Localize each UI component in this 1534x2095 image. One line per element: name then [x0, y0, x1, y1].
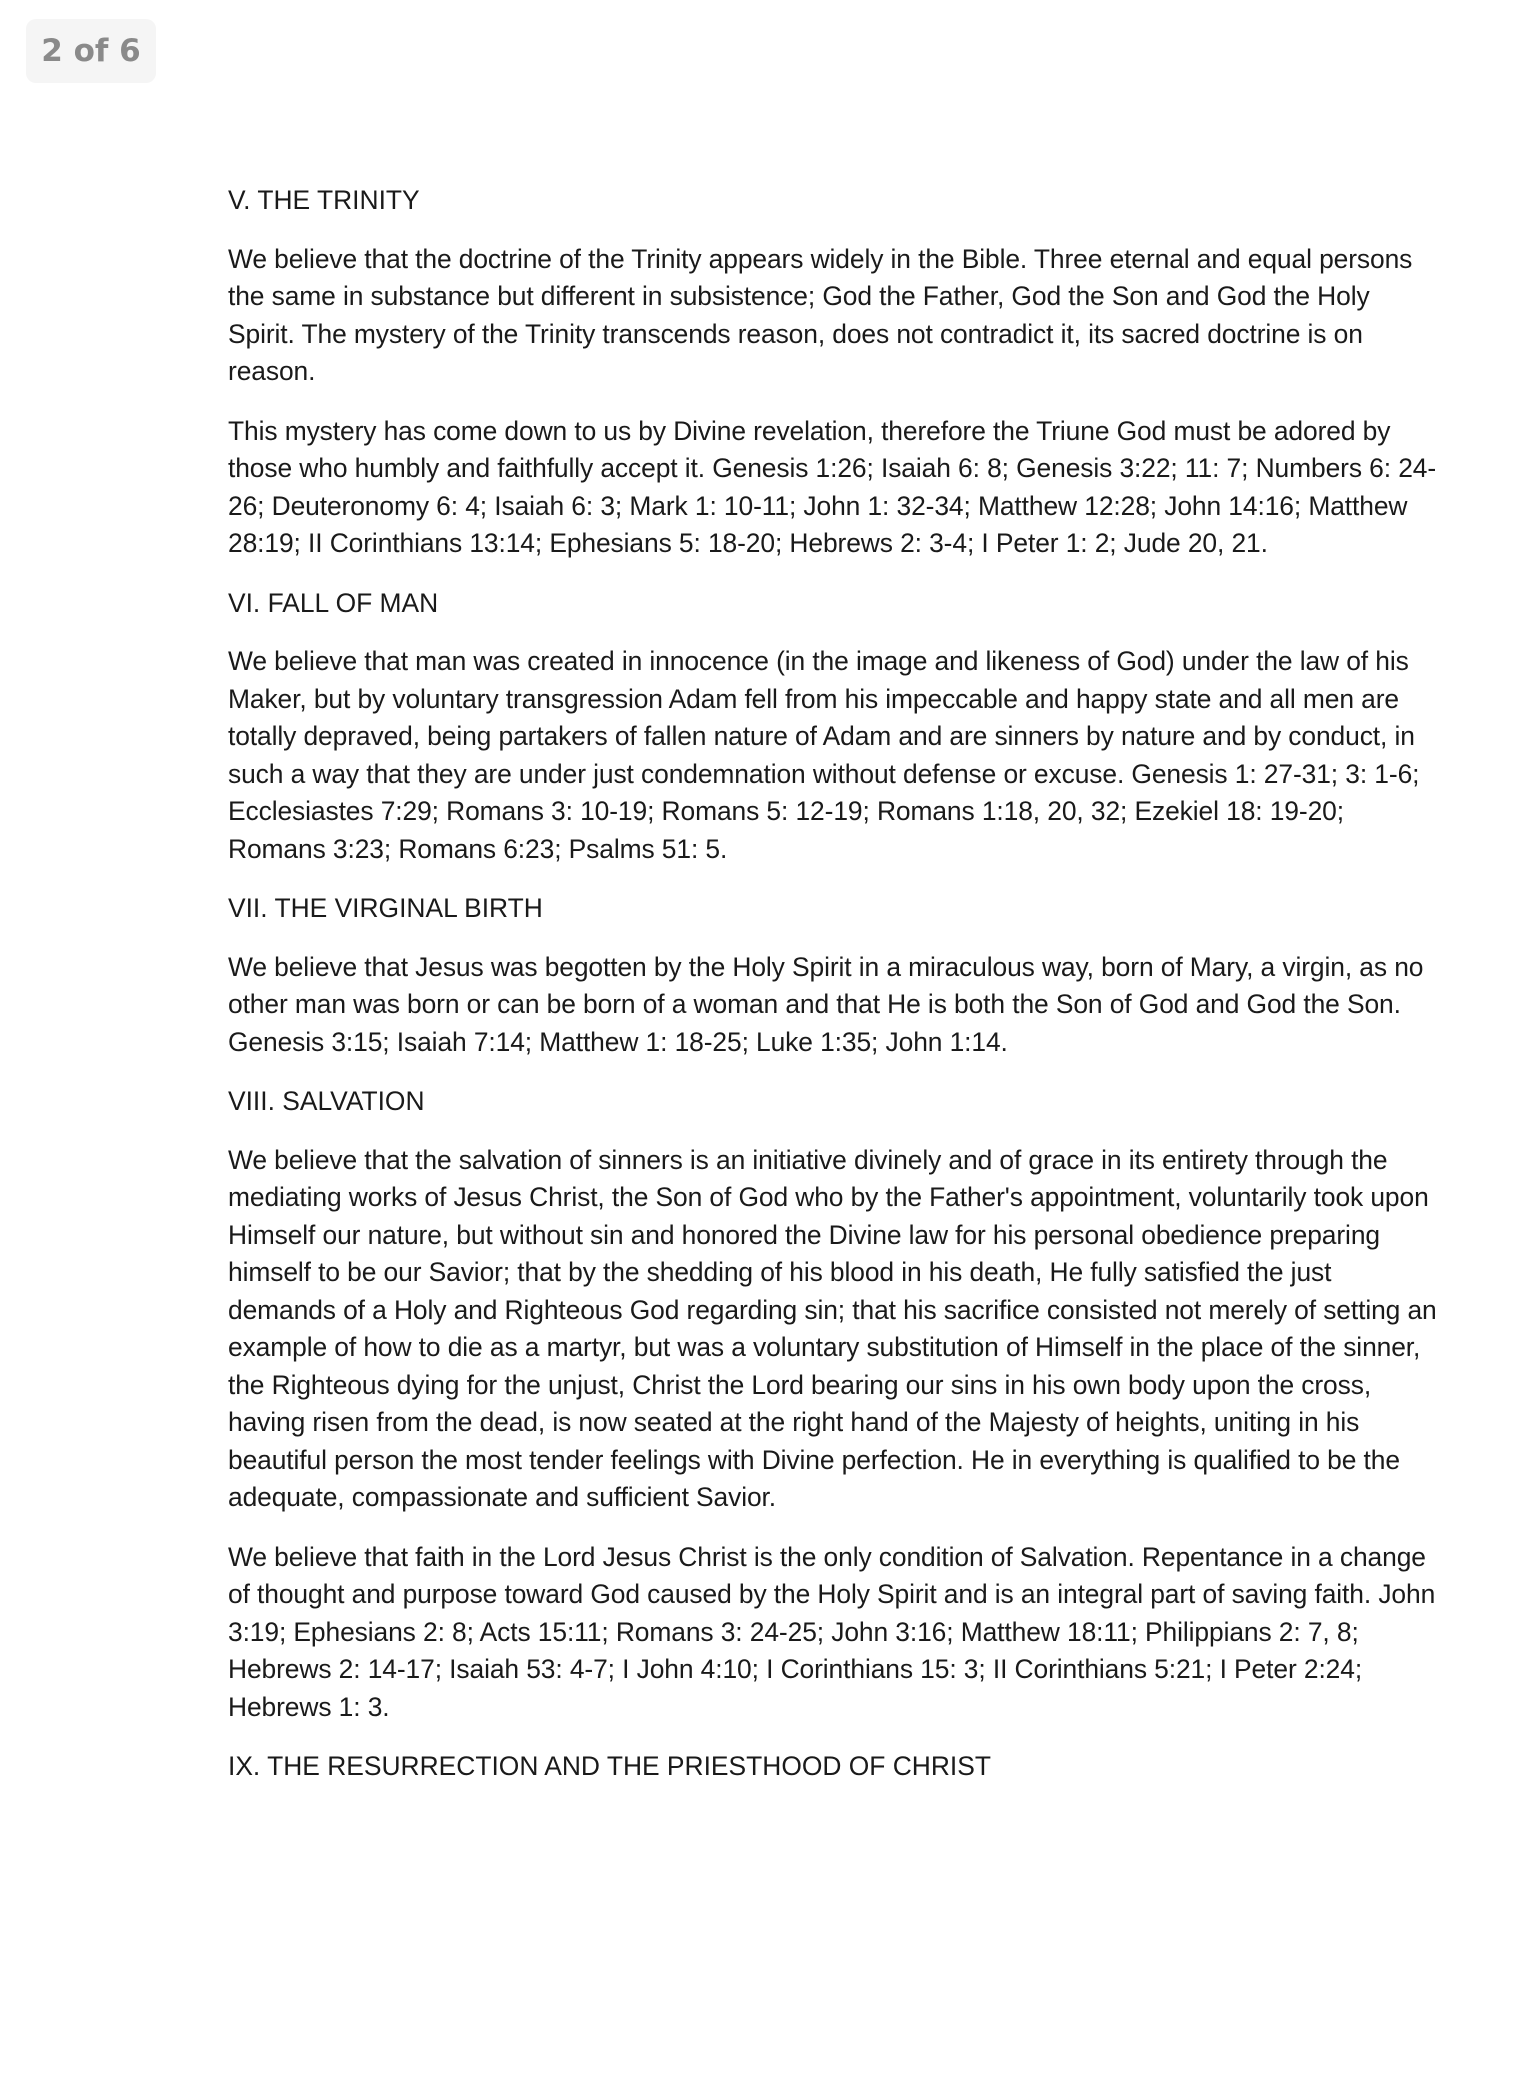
- paragraph: We believe that Jesus was begotten by the Holy Spirit in a miraculous way, born of Mary, a virgin, as no other man was born or can be born of a woman and that He is both the Son of God and God the Son. Genesis 3:15; Isaiah 7:14; Matthew 1: 18-25; Luke 1:35; John 1:14.: [228, 951, 1424, 1057]
- document-body: [228, 182, 1438, 1807]
- section-heading-virginal-birth: VII. THE VIRGINAL BIRTH: [228, 893, 543, 923]
- page-indicator: 2 of 6: [26, 19, 156, 83]
- section-heading-salvation: VIII. SALVATION: [228, 1086, 425, 1116]
- section-heading-resurrection: IX. THE RESURRECTION AND THE PRIESTHOOD OF CHRIST: [228, 1751, 991, 1781]
- paragraph: We believe that the salvation of sinners is an initiative divinely and of grace in its entirety through the mediating works of Jesus Christ, the Son of God who by the Father's appointment, voluntarily took upon Himself our nature, but without sin and honored the Divine law for his personal obedience preparing himself to be our Savior; that by the shedding of his blood in his death, He fully satisfied the just demands of a Holy and Righteous God regarding sin; that his sacrifice consisted not merely of setting an example of how to die as a martyr, but was a voluntary substitution of Himself in the place of the sinner, the Righteous dying for the unjust, Christ the Lord bearing our sins in his own body upon the cross, having risen from the dead, is now seated at the right hand of the Majesty of heights, uniting in his beautiful person the most tender feelings with Divine perfection. He in everything is qualified to be the adequate, compassionate and sufficient Savior.: [228, 1144, 1437, 1512]
- paragraph: We believe that man was created in innocence (in the image and likeness of God) under the law of his Maker, but by voluntary transgression Adam fell from his impeccable and happy state and all men are totally depraved, being partakers of fallen nature of Adam and are sinners by nature and by conduct, in such a way that they are under just condemnation without defense or excuse. Genesis 1: 27-31; 3: 1-6; Ecclesiastes 7:29; Romans 3: 10-19; Romans 5: 12-19; Romans 1:18, 20, 32; Ezekiel 18: 19-20; Romans 3:23; Romans 6:23; Psalms 51: 5.: [228, 646, 1420, 864]
- paragraph: We believe that faith in the Lord Jesus Christ is the only condition of Salvation. Repentance in a change of thought and purpose toward God caused by the Holy Spirit and is an integral part of saving faith. John 3:19; Ephesians 2: 8; Acts 15:11; Romans 3: 24-25; John 3:16; Matthew 18:11; Philippians 2: 7, 8; Hebrews 2: 14-17; Isaiah 53: 4-7; I John 4:10; I Corinthians 15: 3; II Corinthians 5:21; I Peter 2:24; Hebrews 1: 3.: [228, 1541, 1436, 1722]
- paragraph: This mystery has come down to us by Divine revelation, therefore the Triune God must be adored by those who humbly and faithfully accept it. Genesis 1:26; Isaiah 6: 8; Genesis 3:22; 11: 7; Numbers 6: 24-26; Deuteronomy 6: 4; Isaiah 6: 3; Mark 1: 10-11; John 1: 32-34; Matthew 12:28; John 14:16; Matthew 28:19; II Corinthians 13:14; Ephesians 5: 18-20; Hebrews 2: 3-4; I Peter 1: 2; Jude 20, 21.: [228, 415, 1437, 558]
- section-heading-trinity: V. THE TRINITY: [228, 185, 420, 215]
- section-heading-fall-of-man: VI. FALL OF MAN: [228, 587, 439, 618]
- paragraph: We believe that the doctrine of the Trinity appears widely in the Bible. Three eternal and equal persons the same in substance but different in subsistence; God the Father, God the Son and God the Holy Spirit. The mystery of the Trinity transcends reason, does not contradict it, its sacred doctrine is on reason.: [228, 243, 1413, 386]
